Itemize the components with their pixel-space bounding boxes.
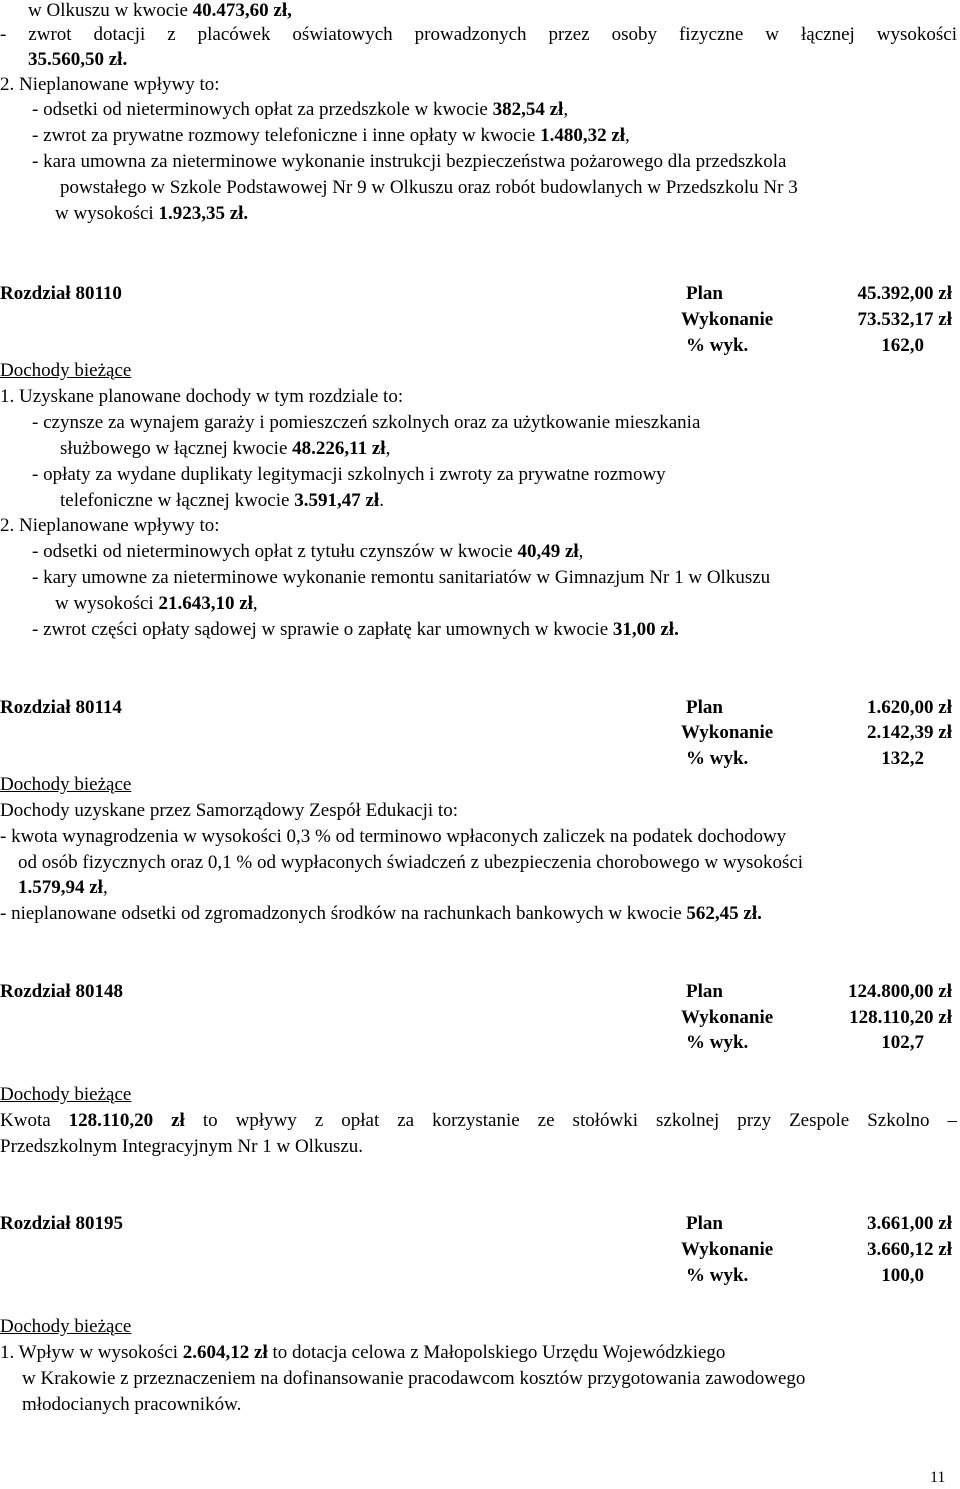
section-title-80114: Rozdział 80114 [0,697,122,718]
page-number: 11 [930,1469,946,1486]
top-line-5: - odsetki od nieterminowych opłat za przedszkole w kwocie 382,54 zł, [32,99,569,120]
r80110-line-5: telefoniczne w łącznej kwocie 3.591,47 zł. [60,490,384,511]
r80195-line-1: 1. Wpływ w wysokości 2.604,12 zł to dotacja celowa z Małopolskiego Urzędu Wojewódzkiego [0,1342,726,1363]
top-line-3: 35.560,50 zł. [28,49,128,70]
pct-label-80110: % wyk. [686,335,749,356]
subheading-80110: Dochody bieżące [0,360,132,381]
wyk-label-80114: Wykonanie [681,722,774,743]
r80195-line-2: w Krakowie z przeznaczeniem na dofinansowanie pracodawcom kosztów przygotowania zawodowego [22,1368,806,1389]
section-title-80110: Rozdział 80110 [0,283,122,304]
r80148-line-1: Kwota 128.110,20 zł to wpływy z opłat za korzystanie ze stołówki szkolnej przy Zespole Szkolno – [0,1110,957,1131]
wyk-value-80148: 128.110,20 zł [849,1007,952,1028]
pct-value-80114: 132,2 [881,748,924,769]
plan-value-80110: 45.392,00 zł [857,283,952,304]
r80148-line-2: Przedszkolnym Integracyjnym Nr 1 w Olkuszu. [0,1136,364,1157]
plan-label-80114: Plan [686,697,723,718]
r80114-line-1: Dochody uzyskane przez Samorządowy Zespół Edukacji to: [0,800,458,821]
r80110-line-9: w wysokości 21.643,10 zł, [55,593,258,614]
top-line-1: w Olkuszu w kwocie 40.473,60 zł, [28,0,292,21]
r80114-line-5: - nieplanowane odsetki od zgromadzonych środków na rachunkach bankowych w kwocie 562,45 zł. [0,903,762,924]
section-title-80195: Rozdział 80195 [0,1213,123,1234]
wyk-label-80110: Wykonanie [681,309,774,330]
wyk-value-80114: 2.142,39 zł [867,722,952,743]
top-line-4: 2. Nieplanowane wpływy to: [0,74,220,95]
r80114-line-4: 1.579,94 zł, [18,877,108,898]
plan-label-80195: Plan [686,1213,723,1234]
r80110-line-7: - odsetki od nieterminowych opłat z tytułu czynszów w kwocie 40,49 zł, [32,541,584,562]
top-line-7: - kara umowna za nieterminowe wykonanie instrukcji bezpieczeństwa pożarowego dla przedszkola [32,151,787,172]
wyk-label-80195: Wykonanie [681,1239,774,1260]
r80114-line-3: od osób fizycznych oraz 0,1 % od wypłaconych świadczeń z ubezpieczenia chorobowego w wysokości [18,852,804,873]
r80110-line-2: - czynsze za wynajem garaży i pomieszczeń szkolnych oraz za użytkowanie mieszkania [32,412,701,433]
wyk-value-80195: 3.660,12 zł [867,1239,952,1260]
plan-value-80148: 124.800,00 zł [848,981,952,1002]
r80110-line-1: 1. Uzyskane planowane dochody w tym rozdziale to: [0,386,404,407]
r80114-line-2: - kwota wynagrodzenia w wysokości 0,3 % od terminowo wpłaconych zaliczek na podatek dochodowy [0,826,787,847]
subheading-80114: Dochody bieżące [0,774,132,795]
r80110-line-10: - zwrot części opłaty sądowej w sprawie o zapłatę kar umownych w kwocie 31,00 zł. [32,619,679,640]
r80195-line-3: młodocianych pracowników. [22,1394,242,1415]
top-line-6: - zwrot za prywatne rozmowy telefoniczne i inne opłaty w kwocie 1.480,32 zł, [32,125,630,146]
top-line-8: powstałego w Szkole Podstawowej Nr 9 w Olkuszu oraz robót budowlanych w Przedszkolu Nr 3 [60,177,798,198]
subheading-80195: Dochody bieżące [0,1316,132,1337]
section-title-80148: Rozdział 80148 [0,981,123,1002]
plan-label-80110: Plan [686,283,723,304]
pct-value-80195: 100,0 [881,1265,924,1286]
r80110-line-4: - opłaty za wydane duplikaty legitymacji szkolnych i zwroty za prywatne rozmowy [32,464,666,485]
pct-label-80148: % wyk. [686,1032,749,1053]
plan-label-80148: Plan [686,981,723,1002]
pct-value-80110: 162,0 [881,335,924,356]
wyk-value-80110: 73.532,17 zł [857,309,952,330]
pct-value-80148: 102,7 [881,1032,924,1053]
subheading-80148: Dochody bieżące [0,1084,132,1105]
plan-value-80114: 1.620,00 zł [867,697,952,718]
r80110-line-3: służbowego w łącznej kwocie 48.226,11 zł, [60,438,391,459]
wyk-label-80148: Wykonanie [681,1007,774,1028]
r80110-line-8: - kary umowne za nieterminowe wykonanie remontu sanitariatów w Gimnazjum Nr 1 w Olkuszu [32,567,771,588]
r80110-line-6: 2. Nieplanowane wpływy to: [0,515,220,536]
pct-label-80195: % wyk. [686,1265,749,1286]
plan-value-80195: 3.661,00 zł [867,1213,952,1234]
top-line-9: w wysokości 1.923,35 zł. [55,203,249,224]
top-line-2: - zwrot dotacji z placówek oświatowych prowadzonych przez osoby fizyczne w łącznej wysokości [0,24,957,45]
pct-label-80114: % wyk. [686,748,749,769]
